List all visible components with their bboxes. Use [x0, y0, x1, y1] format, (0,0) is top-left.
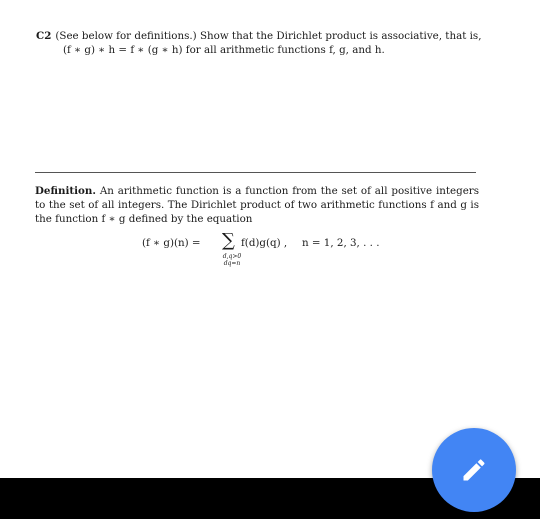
- equation-lhs: (f ∗ g)(n) =: [142, 237, 201, 249]
- dirichlet-product-equation: [142, 230, 402, 274]
- summation-subscript: [217, 253, 247, 267]
- problem-statement: [36, 29, 486, 57]
- section-divider: [35, 172, 476, 173]
- summation-subscript-1: d,q>0: [222, 253, 242, 260]
- definition-paragraph: [35, 184, 479, 226]
- summation-subscript-2: dq=n: [223, 260, 241, 267]
- definition-text: An arithmetic function is a function from the set of all positive integers to the set of all integers. The Dirichlet product of two arithmetic functions f and g is the function f ∗ g defined by the equation: [35, 185, 479, 225]
- problem-text-1: (See below for definitions.) Show that the Dirichlet product is associative, that is,: [55, 30, 482, 42]
- equation-rhs: f(d)g(q) ,: [241, 237, 288, 249]
- definition-heading: Definition.: [35, 185, 96, 197]
- problem-line-1: [36, 29, 486, 43]
- summation-symbol: ∑: [222, 230, 235, 251]
- pencil-icon: [460, 456, 488, 484]
- problem-line-2: (f ∗ g) ∗ h = f ∗ (g ∗ h) for all arithmetic functions f, g, and h.: [63, 44, 385, 56]
- equation-condition: n = 1, 2, 3, . . .: [302, 237, 380, 249]
- problem-number: C2: [36, 30, 52, 42]
- edit-button[interactable]: [432, 428, 516, 512]
